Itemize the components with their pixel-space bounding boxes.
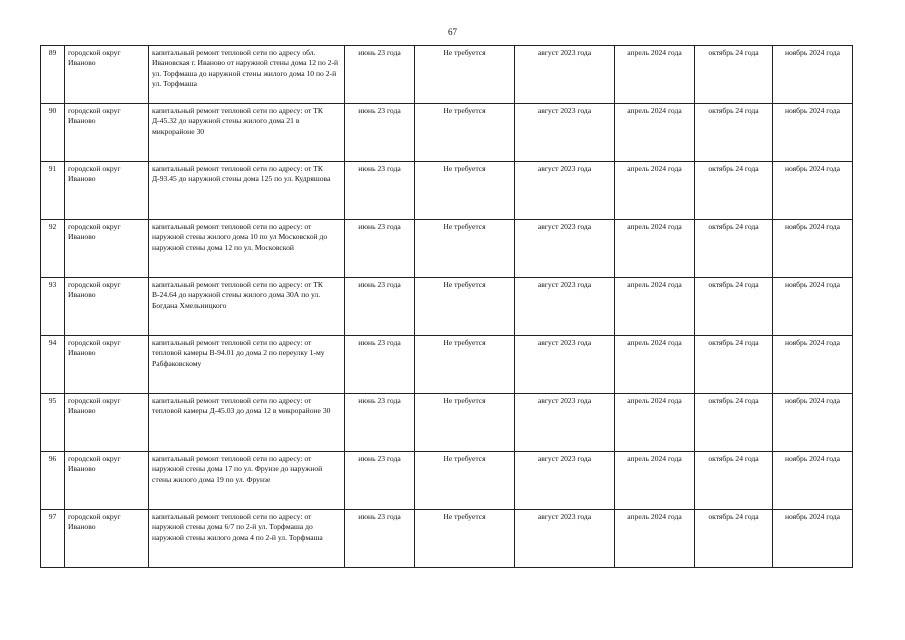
requirement-cell: Не требуется [415, 104, 515, 162]
stage2-date-cell: апрель 2024 года [615, 510, 695, 568]
requirement-cell: Не требуется [415, 336, 515, 394]
completion-date-cell: ноябрь 2024 года [773, 104, 853, 162]
municipality-cell: городской округ Иваново [65, 336, 149, 394]
description-cell: капитальный ремонт тепловой сети по адресу: от наружной стены дома 17 по ул. Фрунзе до наружной стены жилого дома 19 по ул. Фрунзе [149, 452, 345, 510]
table-row [41, 336, 853, 394]
municipality-cell: городской округ Иваново [65, 220, 149, 278]
municipality-cell: городской округ Иваново [65, 278, 149, 336]
description-cell: капитальный ремонт тепловой сети по адресу: от тепловой камеры В-94.01 до дома 2 по переулку 1-му Рабфаковскому [149, 336, 345, 394]
municipality-cell: городской округ Иваново [65, 162, 149, 220]
table-row [41, 394, 853, 452]
table-row [41, 104, 853, 162]
description-cell: капитальный ремонт тепловой сети по адресу: от наружной стены жилого дома 10 по ул Московской до наружной стены дома 12 по ул. Московской [149, 220, 345, 278]
completion-date-cell: ноябрь 2024 года [773, 220, 853, 278]
description-cell: капитальный ремонт тепловой сети по адресу: от ТК В-24.64 до наружной стены жилого дома 30А по ул. Богдана Хмельницкого [149, 278, 345, 336]
row-number: 89 [41, 46, 65, 104]
description-cell: капитальный ремонт тепловой сети по адресу обл. Ивановская г. Иваново от наружной стены дома 12 по 2-й ул. Торфмаша до наружной стены жилого дома 10 по 2-й ул. Торфмаша [149, 46, 345, 104]
start-date-cell: июнь 23 года [345, 162, 415, 220]
municipality-cell: городской округ Иваново [65, 510, 149, 568]
stage2-date-cell: апрель 2024 года [615, 452, 695, 510]
requirement-cell: Не требуется [415, 394, 515, 452]
stage1-date-cell: август 2023 года [515, 220, 615, 278]
row-number: 97 [41, 510, 65, 568]
stage2-date-cell: апрель 2024 года [615, 278, 695, 336]
row-number: 91 [41, 162, 65, 220]
stage3-date-cell: октябрь 24 года [695, 104, 773, 162]
table-row [41, 46, 853, 104]
start-date-cell: июнь 23 года [345, 510, 415, 568]
start-date-cell: июнь 23 года [345, 452, 415, 510]
page-number: 67 [448, 27, 457, 37]
completion-date-cell: ноябрь 2024 года [773, 452, 853, 510]
completion-date-cell: ноябрь 2024 года [773, 162, 853, 220]
row-number: 95 [41, 394, 65, 452]
requirement-cell: Не требуется [415, 220, 515, 278]
requirement-cell: Не требуется [415, 162, 515, 220]
stage1-date-cell: август 2023 года [515, 336, 615, 394]
table-body [41, 46, 853, 568]
stage3-date-cell: октябрь 24 года [695, 278, 773, 336]
row-number: 93 [41, 278, 65, 336]
stage2-date-cell: апрель 2024 года [615, 104, 695, 162]
row-number: 92 [41, 220, 65, 278]
completion-date-cell: ноябрь 2024 года [773, 394, 853, 452]
description-cell: капитальный ремонт тепловой сети по адресу: от ТК Д-93.45 до наружной стены дома 125 по ул. Кудряшова [149, 162, 345, 220]
completion-date-cell: ноябрь 2024 года [773, 46, 853, 104]
stage3-date-cell: октябрь 24 года [695, 510, 773, 568]
municipality-cell: городской округ Иваново [65, 394, 149, 452]
start-date-cell: июнь 23 года [345, 336, 415, 394]
table-row [41, 452, 853, 510]
row-number: 90 [41, 104, 65, 162]
start-date-cell: июнь 23 года [345, 278, 415, 336]
municipality-cell: городской округ Иваново [65, 452, 149, 510]
requirement-cell: Не требуется [415, 452, 515, 510]
row-number: 94 [41, 336, 65, 394]
start-date-cell: июнь 23 года [345, 394, 415, 452]
stage2-date-cell: апрель 2024 года [615, 220, 695, 278]
requirement-cell: Не требуется [415, 278, 515, 336]
stage2-date-cell: апрель 2024 года [615, 46, 695, 104]
table-row [41, 278, 853, 336]
table-row [41, 510, 853, 568]
completion-date-cell: ноябрь 2024 года [773, 278, 853, 336]
stage1-date-cell: август 2023 года [515, 46, 615, 104]
stage2-date-cell: апрель 2024 года [615, 336, 695, 394]
description-cell: капитальный ремонт тепловой сети по адресу: от наружной стены дома 6/7 по 2-й ул. Торфмаша до наружной стены жилого дома 4 по 2-й ул. Торфмаша [149, 510, 345, 568]
stage1-date-cell: август 2023 года [515, 510, 615, 568]
start-date-cell: июнь 23 года [345, 46, 415, 104]
stage2-date-cell: апрель 2024 года [615, 394, 695, 452]
stage1-date-cell: август 2023 года [515, 394, 615, 452]
stage1-date-cell: август 2023 года [515, 452, 615, 510]
description-cell: капитальный ремонт тепловой сети по адресу: от тепловой камеры Д-45.03 до дома 12 в микрорайоне 30 [149, 394, 345, 452]
municipality-cell: городской округ Иваново [65, 46, 149, 104]
stage3-date-cell: октябрь 24 года [695, 452, 773, 510]
stage3-date-cell: октябрь 24 года [695, 162, 773, 220]
table-row [41, 162, 853, 220]
requirement-cell: Не требуется [415, 510, 515, 568]
stage1-date-cell: август 2023 года [515, 162, 615, 220]
stage3-date-cell: октябрь 24 года [695, 220, 773, 278]
stage3-date-cell: октябрь 24 года [695, 336, 773, 394]
start-date-cell: июнь 23 года [345, 104, 415, 162]
completion-date-cell: ноябрь 2024 года [773, 510, 853, 568]
stage3-date-cell: октябрь 24 года [695, 46, 773, 104]
start-date-cell: июнь 23 года [345, 220, 415, 278]
stage3-date-cell: октябрь 24 года [695, 394, 773, 452]
stage2-date-cell: апрель 2024 года [615, 162, 695, 220]
municipality-cell: городской округ Иваново [65, 104, 149, 162]
table-row [41, 220, 853, 278]
completion-date-cell: ноябрь 2024 года [773, 336, 853, 394]
description-cell: капитальный ремонт тепловой сети по адресу: от ТК Д-45.32 до наружной стены жилого дома 21 в микрорайоне 30 [149, 104, 345, 162]
repair-schedule-table [40, 45, 853, 568]
stage1-date-cell: август 2023 года [515, 278, 615, 336]
requirement-cell: Не требуется [415, 46, 515, 104]
stage1-date-cell: август 2023 года [515, 104, 615, 162]
row-number: 96 [41, 452, 65, 510]
